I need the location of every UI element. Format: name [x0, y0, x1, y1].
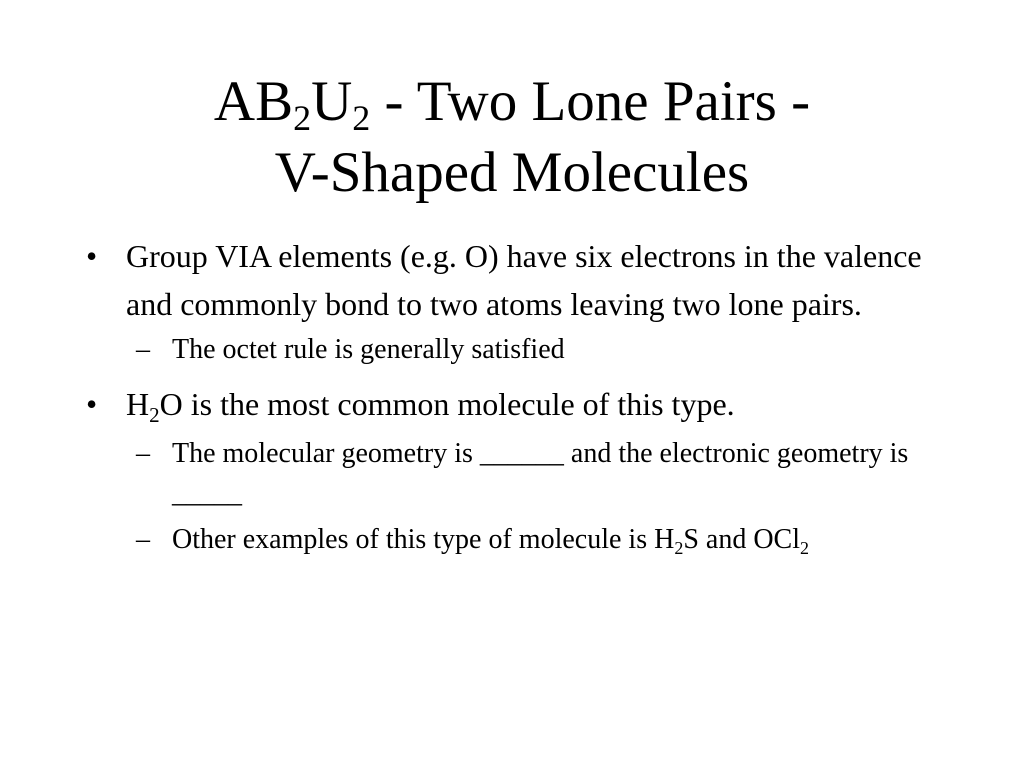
- sub-bullet-2-2-mid: S and OCl: [683, 524, 801, 555]
- title-subscript-b: 2: [293, 98, 312, 138]
- dash-marker: –: [136, 524, 150, 555]
- sub-bullet-2-1: [86, 434, 946, 514]
- bullet-dot: •: [86, 238, 98, 274]
- sub-bullet-1-1-text: The octet rule is generally satisfied: [172, 334, 565, 365]
- sub-bullet-1-1: [86, 330, 946, 370]
- slide-title: [0, 66, 1024, 208]
- sub-bullet-2-2: [86, 520, 946, 560]
- title-line-2: V-Shaped Molecules: [274, 141, 750, 204]
- title-lone-pairs: - Two Lone Pairs -: [370, 70, 811, 133]
- sub-bullet-2-2-pre: Other examples of this type of molecule is H: [172, 524, 675, 555]
- sub-bullet-2-1-text: The molecular geometry is ______ and the electronic geometry is _____: [172, 438, 909, 509]
- title-line-1: [0, 66, 1024, 137]
- bullet-dot: •: [86, 386, 98, 422]
- bullet-2: [86, 380, 946, 428]
- dash-marker: –: [136, 438, 150, 469]
- title-u: U: [311, 70, 353, 133]
- bullet-2-text: O is the most common molecule of this type.: [159, 386, 735, 422]
- bullet-1-text: Group VIA elements (e.g. O) have six electrons in the valence and commonly bond to two atoms leaving two lone pairs.: [126, 238, 922, 322]
- title-subscript-u: 2: [352, 98, 371, 138]
- subscript-ocl2: 2: [800, 538, 810, 558]
- slide-body: [86, 232, 946, 560]
- bullet-2-subscript: 2: [149, 403, 160, 427]
- subscript-h2s: 2: [674, 538, 684, 558]
- bullet-1: [86, 232, 946, 328]
- bullet-2-h: H: [126, 386, 150, 422]
- dash-marker: –: [136, 334, 150, 365]
- title-ab: AB: [213, 70, 294, 133]
